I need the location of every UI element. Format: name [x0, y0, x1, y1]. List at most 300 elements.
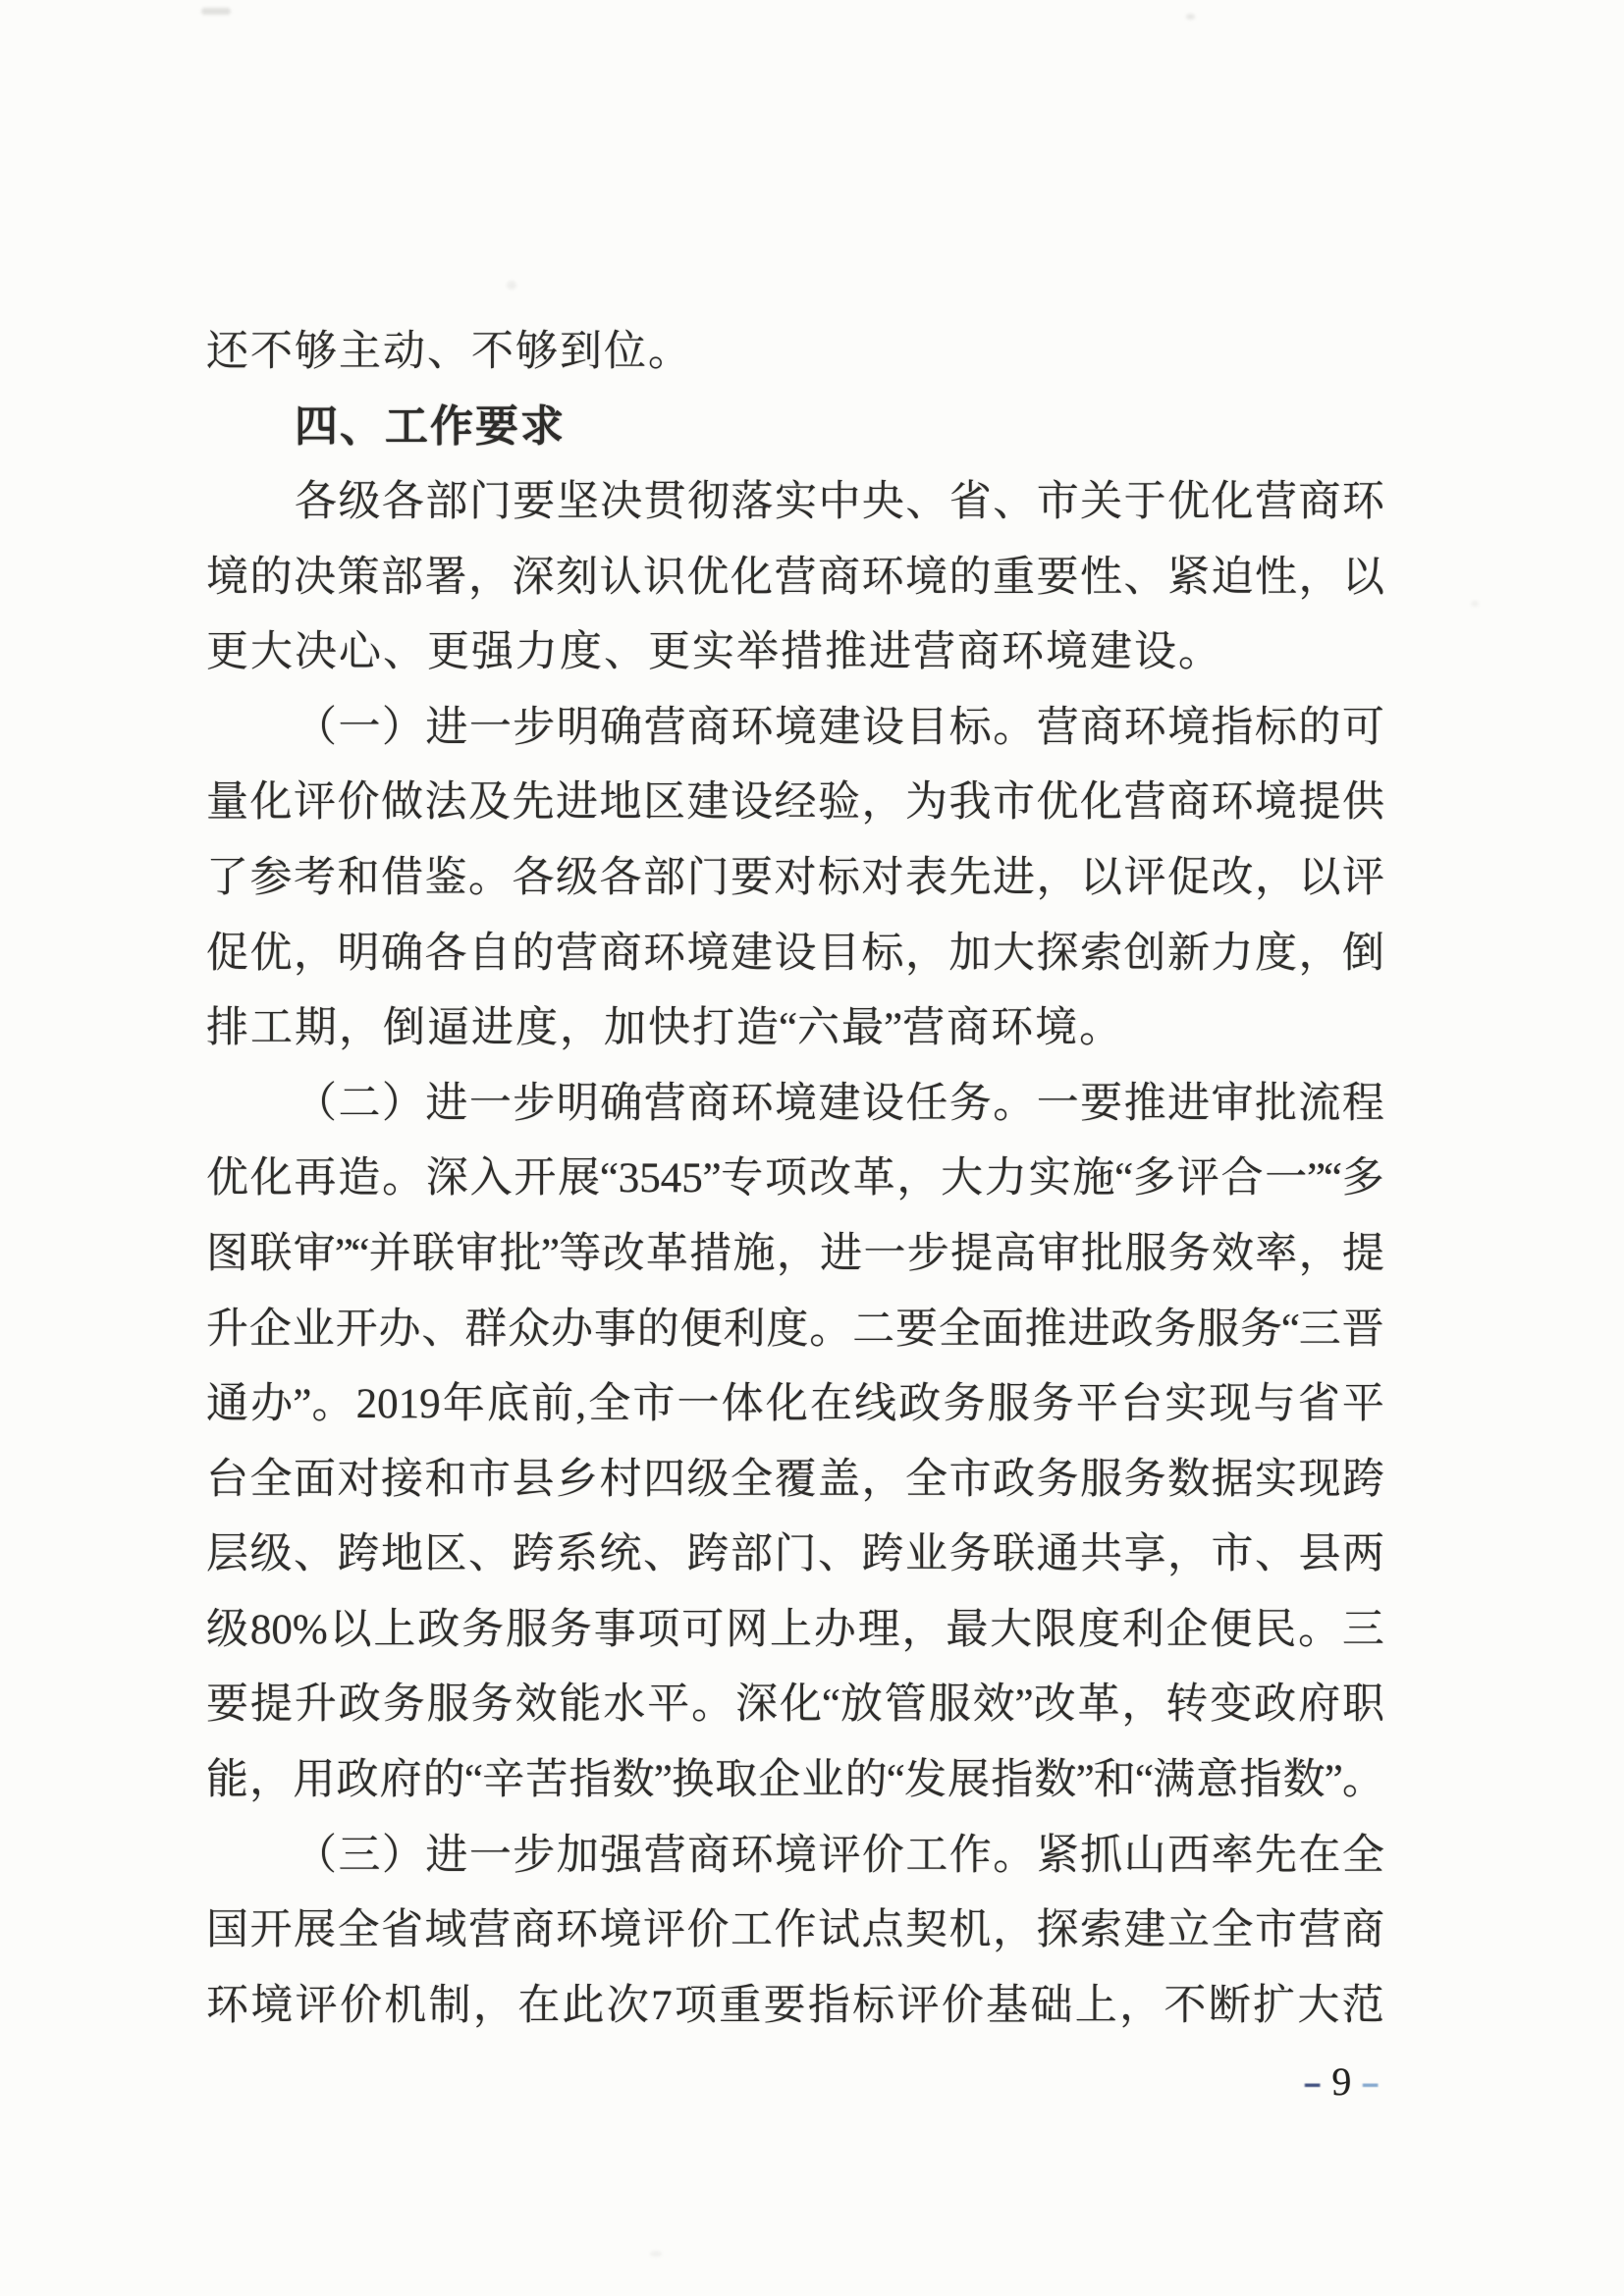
glyph: 营	[556, 930, 598, 977]
glyph: 大	[990, 1606, 1033, 1653]
glyph: 评	[643, 1907, 685, 1954]
glyph: 价	[337, 779, 380, 827]
glyph: 对	[337, 1456, 380, 1503]
glyph: 鉴	[424, 854, 467, 901]
glyph: 标	[948, 704, 992, 751]
text-line	[206, 766, 1384, 841]
glyph: 覆	[774, 1456, 817, 1503]
glyph: 索	[1080, 930, 1122, 977]
glyph: 在	[809, 1381, 852, 1428]
glyph: 务	[1036, 1456, 1079, 1503]
glyph: 参	[249, 854, 293, 901]
glyph: ）	[381, 1080, 424, 1127]
glyph: 深	[735, 1682, 779, 1729]
glyph: “	[1114, 1155, 1134, 1202]
glyph: 二	[338, 1080, 381, 1127]
glyph: 利	[723, 1306, 766, 1353]
glyph: 化	[249, 779, 293, 827]
glyph: 管	[884, 1682, 927, 1729]
glyph: 关	[1080, 478, 1123, 525]
glyph: 加	[604, 1005, 646, 1052]
glyph: 改	[602, 1230, 645, 1277]
glyph: 批	[1254, 1080, 1297, 1127]
glyph: “	[778, 1005, 798, 1052]
glyph: 六	[797, 1005, 840, 1052]
glyph: 推	[825, 629, 867, 676]
glyph: 倒	[383, 1005, 425, 1052]
glyph: （	[295, 1832, 337, 1879]
glyph: 施	[1072, 1155, 1115, 1202]
glyph: 级	[338, 478, 381, 525]
glyph: 以	[1080, 854, 1122, 901]
glyph: 在	[517, 1982, 561, 2029]
glyph: 专	[721, 1155, 764, 1202]
glyph: 推	[1123, 1080, 1166, 1127]
glyph: 、	[340, 400, 383, 452]
text-line	[206, 990, 1384, 1066]
glyph: 项	[637, 1606, 680, 1653]
glyph: 体	[721, 1381, 764, 1428]
glyph: 一	[338, 704, 381, 751]
glyph: 点	[861, 1907, 904, 1954]
glyph: 深	[512, 554, 555, 601]
glyph: 效	[1211, 1230, 1254, 1277]
glyph: 的	[1298, 704, 1341, 751]
glyph: 到	[560, 328, 602, 375]
glyph: ，	[1298, 1230, 1341, 1277]
glyph: “	[1134, 1757, 1155, 1804]
glyph: 价	[861, 1832, 904, 1879]
glyph: 坚	[556, 478, 599, 525]
glyph: 力	[515, 629, 558, 676]
page-number-dash-right: -	[1360, 2059, 1380, 2104]
glyph: 民	[1254, 1606, 1297, 1653]
glyph: 设	[1134, 629, 1176, 676]
glyph: 营	[468, 1907, 511, 1954]
glyph: 提	[249, 1682, 293, 1729]
text-line	[206, 916, 1384, 991]
glyph: 务	[382, 1682, 425, 1729]
glyph: “	[821, 1682, 840, 1729]
glyph: 优	[686, 554, 730, 601]
glyph: 辛	[482, 1757, 525, 1804]
glyph: 主	[339, 328, 381, 375]
glyph: 贯	[643, 478, 686, 525]
glyph: 加	[556, 1832, 599, 1879]
glyph: 地	[381, 1531, 423, 1578]
glyph: 审	[1211, 1080, 1254, 1127]
glyph: 于	[1123, 478, 1166, 525]
glyph: 放	[839, 1682, 883, 1729]
glyph: 。	[993, 704, 1036, 751]
glyph: 县	[512, 1456, 555, 1503]
glyph: 商	[957, 629, 1000, 676]
glyph: 省	[1297, 1381, 1340, 1428]
glyph: 要	[763, 1982, 806, 2029]
page-number	[1302, 2059, 1380, 2105]
glyph: 先	[1254, 1832, 1297, 1879]
glyph: 指	[991, 1757, 1034, 1804]
glyph: 年	[442, 1381, 485, 1428]
glyph: 环	[731, 704, 774, 751]
glyph: 务	[470, 1682, 514, 1729]
glyph: 审	[456, 1230, 499, 1277]
glyph: 苦	[525, 1757, 568, 1804]
glyph: 做	[381, 779, 423, 827]
glyph: ，	[901, 1606, 945, 1653]
glyph: 政	[338, 1682, 381, 1729]
glyph: 抓	[1080, 1832, 1123, 1879]
glyph: 、	[427, 328, 469, 375]
glyph: 探	[1036, 930, 1079, 977]
glyph: 各	[381, 478, 424, 525]
glyph: 便	[1210, 1606, 1253, 1653]
glyph: 设	[861, 1080, 904, 1127]
glyph: 境	[206, 554, 248, 601]
glyph: 企	[1165, 1606, 1209, 1653]
glyph: 确	[600, 704, 643, 751]
glyph: 效	[972, 1682, 1015, 1729]
glyph: ，	[1036, 854, 1079, 901]
glyph: 排	[206, 1005, 248, 1052]
glyph: 平	[647, 1682, 690, 1729]
scan-artifact	[201, 8, 231, 15]
glyph: 商	[599, 930, 642, 977]
glyph: 取	[715, 1757, 758, 1804]
glyph: 措	[781, 629, 823, 676]
glyph: 多	[1341, 1155, 1384, 1202]
glyph: 要	[895, 1306, 938, 1353]
glyph: 务	[549, 1606, 592, 1653]
glyph: 全	[249, 1456, 293, 1503]
glyph: 量	[206, 779, 248, 827]
text-line	[206, 1292, 1384, 1367]
glyph: 、	[905, 478, 948, 525]
glyph: 政	[993, 1456, 1035, 1503]
glyph: 进	[869, 629, 911, 676]
glyph: 开	[335, 1306, 378, 1353]
glyph: 服	[505, 1606, 548, 1653]
glyph: 市	[1211, 1531, 1254, 1578]
glyph: 要	[1080, 1080, 1123, 1127]
glyph: 商	[1080, 704, 1123, 751]
glyph: ，	[861, 779, 904, 827]
glyph: ，	[294, 930, 336, 977]
glyph: 工	[731, 1907, 773, 1954]
glyph: 盖	[818, 1456, 860, 1503]
glyph: 署	[424, 554, 467, 601]
glyph: 建	[818, 704, 861, 751]
glyph: 对	[861, 854, 904, 901]
glyph: 认	[599, 554, 642, 601]
glyph: 商	[687, 704, 731, 751]
glyph: 境	[774, 1832, 817, 1879]
glyph: 的	[948, 554, 992, 601]
glyph: 够	[295, 328, 337, 375]
text-line	[206, 1968, 1384, 2044]
glyph: 全	[1341, 1832, 1384, 1879]
glyph: 环	[1001, 629, 1044, 676]
glyph: 大	[250, 629, 293, 676]
glyph: 数	[1282, 1757, 1326, 1804]
glyph: 市	[993, 779, 1035, 827]
glyph: 网	[726, 1606, 769, 1653]
glyph: 化	[731, 554, 773, 601]
glyph: 环	[991, 1005, 1034, 1052]
glyph: “	[599, 1155, 619, 1202]
glyph: 市	[1036, 478, 1079, 525]
glyph: 进	[820, 1230, 863, 1277]
glyph: 更	[427, 629, 469, 676]
glyph: 7	[651, 1982, 673, 2029]
glyph: 两	[1342, 1531, 1384, 1578]
glyph: ）	[381, 1832, 424, 1879]
glyph: 环	[1211, 779, 1254, 827]
glyph: 基	[986, 1982, 1029, 2029]
glyph: 全	[337, 1907, 380, 1954]
glyph: 措	[689, 1230, 732, 1277]
glyph: 境	[1255, 779, 1297, 827]
glyph: 范	[1341, 1982, 1384, 2029]
glyph: 市	[632, 1381, 676, 1428]
glyph: 村	[599, 1456, 642, 1503]
glyph: ”	[702, 1155, 722, 1202]
glyph: 的	[422, 1757, 465, 1804]
glyph: 试	[818, 1907, 860, 1954]
glyph: 批	[499, 1230, 542, 1277]
glyph: 门	[686, 854, 730, 901]
glyph: 营	[1123, 779, 1166, 827]
glyph: 上	[769, 1606, 812, 1653]
glyph: 线	[854, 1381, 897, 1428]
glyph: 项	[674, 1982, 717, 2029]
glyph: 供	[1342, 779, 1384, 827]
text-line	[206, 1893, 1384, 1968]
glyph: 境	[905, 554, 947, 601]
glyph: 借	[381, 854, 423, 901]
page-number-dash-left: -	[1302, 2059, 1323, 2104]
glyph: “	[1280, 1306, 1300, 1353]
glyph: 办	[813, 1606, 856, 1653]
glyph: ，	[472, 1982, 515, 2029]
glyph: 的	[512, 930, 555, 977]
glyph: 服	[1197, 1306, 1240, 1353]
glyph: 要	[731, 854, 773, 901]
scan-artifact	[650, 2251, 662, 2257]
glyph: 理	[857, 1606, 900, 1653]
glyph: 面	[981, 1306, 1024, 1353]
glyph: 强	[471, 629, 514, 676]
glyph: 办	[250, 1381, 294, 1428]
glyph: 实	[1028, 1155, 1071, 1202]
glyph: 一	[468, 1832, 512, 1879]
glyph: 提	[950, 1230, 994, 1277]
glyph: 我	[948, 779, 992, 827]
glyph: 能	[559, 1682, 602, 1729]
glyph: 先	[948, 854, 992, 901]
glyph: “	[1323, 1155, 1342, 1202]
glyph: 便	[679, 1306, 723, 1353]
glyph: 审	[293, 1230, 336, 1277]
glyph: 一	[1036, 1080, 1079, 1127]
glyph: 政	[1254, 1682, 1297, 1729]
glyph: 营	[902, 1005, 946, 1052]
glyph: 营	[1036, 704, 1079, 751]
paragraph-start-line	[206, 464, 1384, 540]
glyph: 革	[852, 1155, 895, 1202]
glyph: 台	[1120, 1381, 1164, 1428]
glyph: 务	[1031, 1381, 1074, 1428]
glyph: 营	[1254, 478, 1297, 525]
glyph: 部	[425, 478, 468, 525]
glyph: 部	[381, 554, 423, 601]
glyph: 营	[774, 554, 817, 601]
glyph: ，	[1121, 1682, 1164, 1729]
glyph: 上	[1074, 1982, 1117, 2029]
glyph: 、	[383, 629, 425, 676]
glyph: ，	[905, 930, 947, 977]
glyph: “	[463, 1757, 484, 1804]
glyph: 要	[513, 478, 556, 525]
glyph: （	[295, 704, 337, 751]
glyph: 境	[686, 930, 730, 977]
glyph: ”	[653, 1757, 673, 1804]
glyph: 革	[645, 1230, 688, 1277]
glyph: 重	[993, 554, 1035, 601]
glyph: 机	[384, 1982, 427, 2029]
glyph: 商	[947, 1005, 990, 1052]
glyph: 环	[731, 1080, 774, 1127]
glyph: 门	[468, 478, 512, 525]
glyph: 能	[206, 1757, 248, 1804]
glyph: 部	[731, 1531, 773, 1578]
glyph: 职	[1341, 1682, 1384, 1729]
glyph: 和	[424, 1456, 467, 1503]
glyph: 境	[774, 704, 817, 751]
glyph: 迫	[1211, 554, 1254, 601]
glyph: 制	[428, 1982, 471, 2029]
glyph: 企	[758, 1757, 801, 1804]
glyph: ，	[993, 1907, 1035, 1954]
glyph: ，	[339, 1005, 381, 1052]
glyph: 跨	[861, 1531, 904, 1578]
glyph: 对	[774, 854, 817, 901]
glyph: 期	[295, 1005, 337, 1052]
glyph: 率	[1211, 1832, 1254, 1879]
glyph: 底	[486, 1381, 529, 1428]
glyph: 业	[801, 1757, 844, 1804]
glyph: 级	[556, 854, 598, 901]
glyph: 验	[818, 779, 860, 827]
glyph: 境	[250, 1982, 294, 2029]
glyph: 在	[1298, 1832, 1341, 1879]
glyph: 四	[643, 1456, 685, 1503]
glyph: 打	[692, 1005, 734, 1052]
glyph: ，	[249, 1757, 293, 1804]
glyph: 环	[731, 1832, 774, 1879]
glyph: 性	[1255, 554, 1297, 601]
glyph: 考	[294, 854, 336, 901]
glyph: 的	[636, 1306, 679, 1353]
text-line	[206, 1216, 1384, 1292]
glyph: 务	[1154, 1306, 1197, 1353]
glyph: 商	[818, 554, 860, 601]
glyph: 环	[556, 1907, 598, 1954]
glyph: 进	[425, 704, 468, 751]
glyph: 、	[1123, 554, 1166, 601]
glyph: 指	[1239, 1757, 1282, 1804]
glyph: 据	[1211, 1456, 1254, 1503]
glyph: 山	[1123, 1832, 1166, 1879]
glyph: 。	[1298, 1606, 1341, 1653]
glyph: 晋	[1341, 1306, 1384, 1353]
glyph: 境	[599, 1907, 642, 1954]
glyph: 环	[643, 930, 685, 977]
glyph: 率	[1255, 1230, 1298, 1277]
text-line	[206, 1518, 1384, 1593]
glyph: 各	[512, 854, 555, 901]
glyph: 西	[1167, 1832, 1211, 1879]
glyph: 。	[691, 1682, 734, 1729]
glyph: 设	[731, 779, 773, 827]
glyph: 3545	[618, 1155, 703, 1202]
glyph: ”	[1014, 1682, 1034, 1729]
glyph: ，	[1298, 554, 1341, 601]
glyph: 步	[513, 1080, 556, 1127]
glyph: 进	[556, 779, 598, 827]
glyph: 目	[818, 930, 860, 977]
text-line	[206, 1592, 1384, 1668]
glyph: 一	[1265, 1155, 1308, 1202]
glyph: 中	[818, 478, 861, 525]
glyph: 等	[559, 1230, 602, 1277]
glyph: 营	[643, 1832, 686, 1879]
glyph: 政	[898, 1381, 942, 1428]
glyph: 展	[558, 1155, 601, 1202]
glyph: 改	[1033, 1682, 1076, 1729]
glyph: 位	[604, 328, 646, 375]
glyph: 三	[338, 1832, 381, 1879]
glyph: 跨	[686, 1531, 730, 1578]
glyph: 指	[807, 1982, 850, 2029]
glyph: 和	[337, 854, 380, 901]
glyph: 施	[732, 1230, 776, 1277]
glyph: 事	[593, 1606, 636, 1653]
glyph: 利	[1121, 1606, 1164, 1653]
glyph: 提	[1341, 1230, 1384, 1277]
glyph: 以	[1342, 554, 1384, 601]
glyph: 更	[648, 629, 690, 676]
glyph: 开	[249, 1907, 293, 1954]
glyph: 合	[1220, 1155, 1264, 1202]
glyph: 力	[1211, 930, 1254, 977]
glyph: 三	[1298, 1306, 1341, 1353]
section-heading	[206, 390, 1384, 465]
glyph: “	[351, 1230, 370, 1277]
glyph: 上	[373, 1606, 416, 1653]
glyph: 够	[515, 328, 558, 375]
glyph: 标	[1254, 704, 1297, 751]
glyph: 建	[1090, 629, 1132, 676]
glyph: 联	[411, 1230, 455, 1277]
glyph: 进	[425, 1080, 468, 1127]
glyph: 程	[1341, 1080, 1384, 1127]
glyph: 评	[294, 779, 336, 827]
glyph: 可	[1341, 704, 1384, 751]
glyph: 化	[1080, 779, 1122, 827]
glyph: 一	[863, 1230, 906, 1277]
glyph: 不	[471, 328, 514, 375]
